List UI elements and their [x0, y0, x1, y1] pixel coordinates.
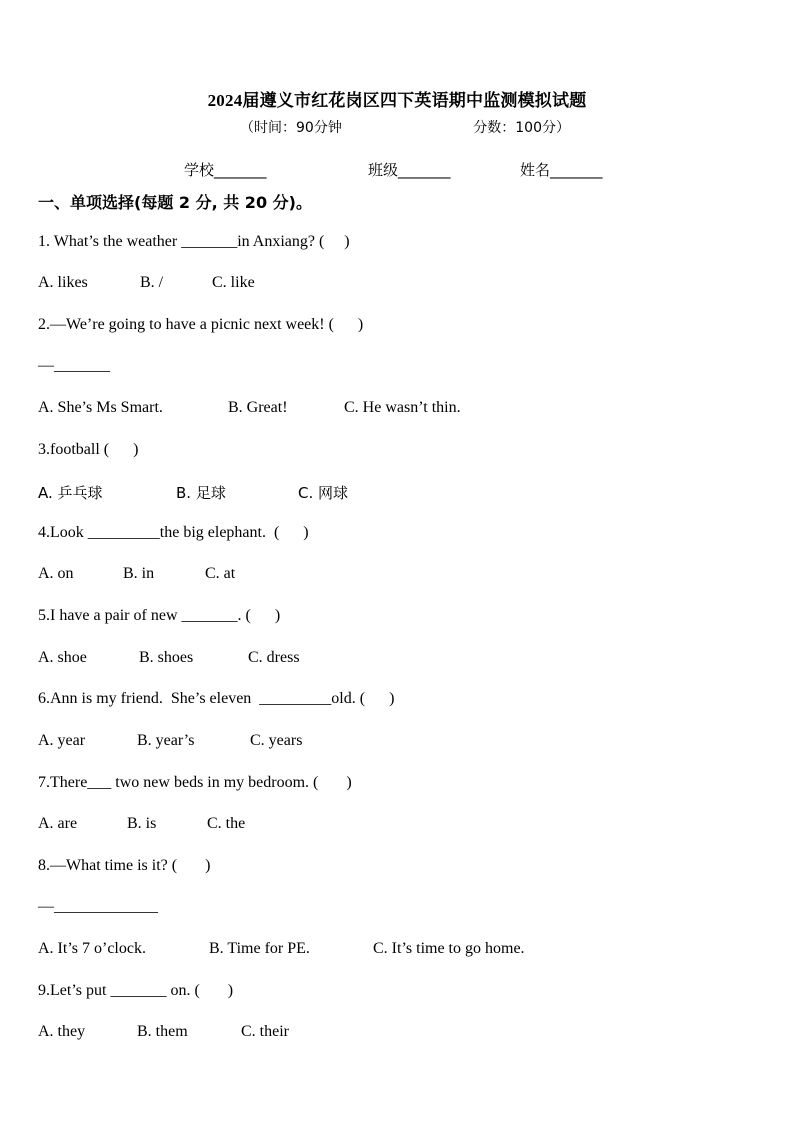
section-heading: 一、单项选择(每题 2 分, 共 20 分)。: [38, 193, 312, 212]
question-8-answer-line[interactable]: —_____________: [38, 898, 158, 915]
option-a[interactable]: A. likes: [38, 274, 88, 291]
option-a[interactable]: A. She’s Ms Smart.: [38, 399, 163, 416]
exam-meta: [240, 117, 570, 137]
question-2-stem: 2.—We’re going to have a picnic next week! ( ): [38, 316, 364, 333]
question-7-stem: 7.There___ two new beds in my bedroom. ( ): [38, 774, 352, 791]
option-a[interactable]: A. are: [38, 815, 78, 832]
option-c[interactable]: C. 网球: [298, 484, 349, 502]
option-c[interactable]: C. years: [250, 732, 303, 749]
option-b[interactable]: B. is: [127, 815, 157, 832]
option-a[interactable]: A. 乒乓球: [38, 484, 103, 502]
option-c[interactable]: C. dress: [248, 649, 300, 666]
option-b[interactable]: B. in: [123, 565, 155, 582]
question-2-answer-line[interactable]: —_______: [38, 357, 110, 374]
question-1-stem: 1. What’s the weather _______in Anxiang? ( ): [38, 233, 350, 250]
question-8-stem: 8.—What time is it? ( ): [38, 857, 211, 874]
option-b[interactable]: B. shoes: [139, 649, 194, 666]
option-c[interactable]: C. It’s time to go home.: [373, 940, 525, 957]
option-b[interactable]: B. /: [140, 274, 164, 291]
class-field[interactable]: 班级_______: [368, 161, 451, 179]
option-c[interactable]: C. the: [207, 815, 246, 832]
option-a[interactable]: A. It’s 7 o’clock.: [38, 940, 146, 957]
option-a[interactable]: A. on: [38, 565, 74, 582]
question-4-stem: 4.Look _________the big elephant. ( ): [38, 524, 309, 541]
option-a[interactable]: A. shoe: [38, 649, 87, 666]
option-b[interactable]: B. Time for PE.: [209, 940, 310, 957]
question-6-stem: 6.Ann is my friend. She’s eleven _________old. ( ): [38, 690, 395, 707]
option-c[interactable]: C. like: [212, 274, 255, 291]
exam-score: 分数：100分）: [473, 120, 570, 136]
exam-time: （时间：90分钟: [240, 120, 342, 136]
option-b[interactable]: B. them: [137, 1023, 188, 1040]
option-c[interactable]: C. at: [205, 565, 236, 582]
option-b[interactable]: B. Great!: [228, 399, 288, 416]
question-3-stem: 3.football ( ): [38, 441, 139, 458]
name-field[interactable]: 姓名_______: [520, 161, 603, 179]
option-b[interactable]: B. 足球: [176, 484, 226, 502]
option-c[interactable]: C. He wasn’t thin.: [344, 399, 461, 416]
question-5-stem: 5.I have a pair of new _______. ( ): [38, 607, 281, 624]
school-field[interactable]: 学校_______: [184, 161, 267, 179]
option-a[interactable]: A. year: [38, 732, 86, 749]
option-c[interactable]: C. their: [241, 1023, 289, 1040]
option-b[interactable]: B. year’s: [137, 732, 195, 749]
question-9-stem: 9.Let’s put _______ on. ( ): [38, 982, 234, 999]
option-a[interactable]: A. they: [38, 1023, 86, 1040]
exam-title: 2024届遵义市红花岗区四下英语期中监测模拟试题: [207, 91, 587, 110]
